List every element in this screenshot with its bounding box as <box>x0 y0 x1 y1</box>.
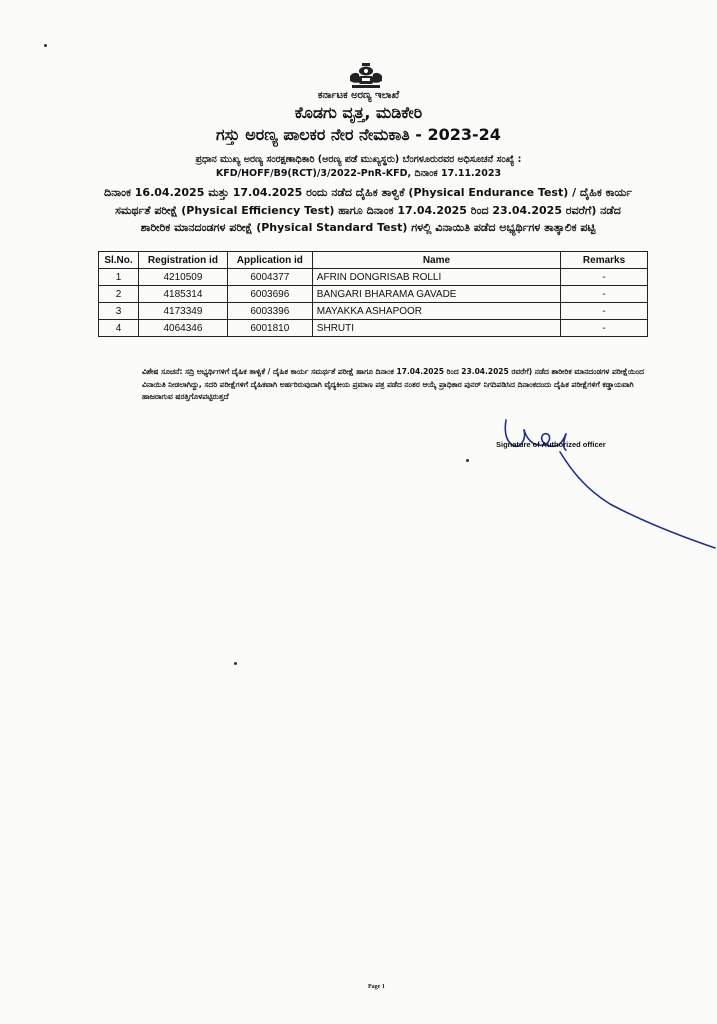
sl-no-cell: 4 <box>99 320 139 337</box>
document-title: ಗಸ್ತು ಅರಣ್ಯ ಪಾಲಕರ ನೇರ ನೇಮಕಾತಿ - 2023-24 <box>216 125 501 144</box>
table-row <box>99 320 648 337</box>
application-id-cell: 6003696 <box>227 286 312 303</box>
remarks-cell: - <box>561 320 648 337</box>
remarks-cell: - <box>561 303 648 320</box>
column-header-application-id: Application id <box>227 252 312 269</box>
department-name: ಕರ್ನಾಟಕ ಅರಣ್ಯ ಇಲಾಖೆ <box>317 90 400 101</box>
table-row <box>99 303 648 320</box>
notification-line-1: ಪ್ರಧಾನ ಮುಖ್ಯ ಅರಣ್ಯ ಸಂರಕ್ಷಣಾಧಿಕಾರಿ (ಅರಣ್ಯ ಪಡೆ ಮುಖ್ಯಸ್ಥರು) ಬೆಂಗಳೂರುರವರ ಅಧಿಸೂಚನೆ ಸಂಖ್ಯೆ : <box>195 154 522 165</box>
circle-name: ಕೊಡಗು ವೃತ್ತ, ಮಡಿಕೇರಿ <box>294 103 423 122</box>
application-id-cell: 6001810 <box>227 320 312 337</box>
column-header-remarks: Remarks <box>561 252 648 269</box>
registration-id-cell: 4173349 <box>138 303 227 320</box>
scan-speck <box>466 459 469 462</box>
column-header-sl-no: Sl.No. <box>99 252 139 269</box>
scan-speck <box>234 662 237 665</box>
handwritten-signature <box>500 408 717 553</box>
registration-id-cell: 4064346 <box>138 320 227 337</box>
registration-id-cell: 4185314 <box>138 286 227 303</box>
application-id-cell: 6003396 <box>227 303 312 320</box>
sl-no-cell: 2 <box>99 286 139 303</box>
name-cell: BANGARI BHARAMA GAVADE <box>312 286 560 303</box>
page-number: Page 1 <box>368 984 385 990</box>
candidates-table <box>98 251 648 337</box>
scan-speck <box>44 44 47 47</box>
sl-no-cell: 1 <box>99 269 139 286</box>
notification-line-2: KFD/HOFF/B9(RCT)/3/2022-PnR-KFD, ದಿನಾಂಕ 17.11.2023 <box>215 168 502 179</box>
column-header-registration-id: Registration id <box>138 252 227 269</box>
application-id-cell: 6004377 <box>227 269 312 286</box>
name-cell: MAYAKKA ASHAPOOR <box>312 303 560 320</box>
signature-label: Signature of Authorized officer <box>496 440 606 449</box>
table-row <box>99 286 648 303</box>
list-description: ದಿನಾಂಕ 16.04.2025 ಮತ್ತು 17.04.2025 ರಂದು ನಡೆದ ದೈಹಿಕ ತಾಳ್ವಿಕೆ (Physical Endurance Test) / ದೈಹಿಕ ಕಾರ್ಯ ಸಮರ್ಥತೆ ಪರೀಕ್ಷೆ (Physical Efficiency Test) ಹಾಗೂ ದಿನಾಂಕ 17.04.2025 ರಿಂದ 23.04.2025 ರವರೆಗೆ) ನಡೆದ ಶಾರೀರಿಕ ಮಾನದಂಡಗಳ ಪರೀಕ್ಷೆ (Physical Standard Test) ಗಳಲ್ಲಿ ವಿನಾಯಿತಿ ಪಡೆದ ಅಭ್ಯರ್ಥಿಗಳ ತಾತ್ಕಾಲಿಕ ಪಟ್ಟಿ <box>104 186 632 234</box>
column-header-name: Name <box>312 252 560 269</box>
table-row <box>99 269 648 286</box>
sl-no-cell: 3 <box>99 303 139 320</box>
remarks-cell: - <box>561 269 648 286</box>
name-cell: AFRIN DONGRISAB ROLLI <box>312 269 560 286</box>
special-note: ವಿಶೇಷ ಸೂಚನೆ: ಸದ್ರಿ ಅಭ್ಯರ್ಥಿಗಳಿಗೆ ದೈಹಿಕ ತಾಳ್ವಿಕೆ / ದೈಹಿಕ ಕಾರ್ಯ ಸಮರ್ಥತೆ ಪರೀಕ್ಷೆ ಹಾಗೂ ದಿನಾಂಕ 17.04.2025 ರಿಂದ 23.04.2025 ರವರೆಗೆ) ನಡೆದ ಶಾರೀರಿಕ ಮಾನದಂಡಗಳ ಪರೀಕ್ಷೆಯಿಂದ ವಿನಾಯಿತಿ ನೀಡಲಾಗಿದ್ದು, ಸದರಿ ಪರೀಕ್ಷೆಗಳಿಗೆ ದೈಹಿಕವಾಗಿ ಅರ್ಹರಿರುವುದಾಗಿ ವೈದ್ಯಕೀಯ ಪ್ರಮಾಣ ಪತ್ರ ಪಡೆದ ನಂತರ ಆಯ್ಕೆ ಪ್ರಾಧಿಕಾರ ಪುನರ್ ನಿಗದಿಪಡಿಸಿದ ದಿನಾಂಕದಂದು ದೈಹಿಕ ಪರೀಕ್ಷೆಗಳಿಗೆ ಕಡ್ಡಾಯವಾಗಿ ಹಾಜರಾಗುವ ಷರತ್ತಿಗೊಳಪಟ್ಟಿರುತ್ತದೆ <box>142 367 644 401</box>
karnataka-emblem-icon <box>346 62 386 90</box>
table-header-row <box>99 252 648 269</box>
name-cell: SHRUTI <box>312 320 560 337</box>
remarks-cell: - <box>561 286 648 303</box>
registration-id-cell: 4210509 <box>138 269 227 286</box>
